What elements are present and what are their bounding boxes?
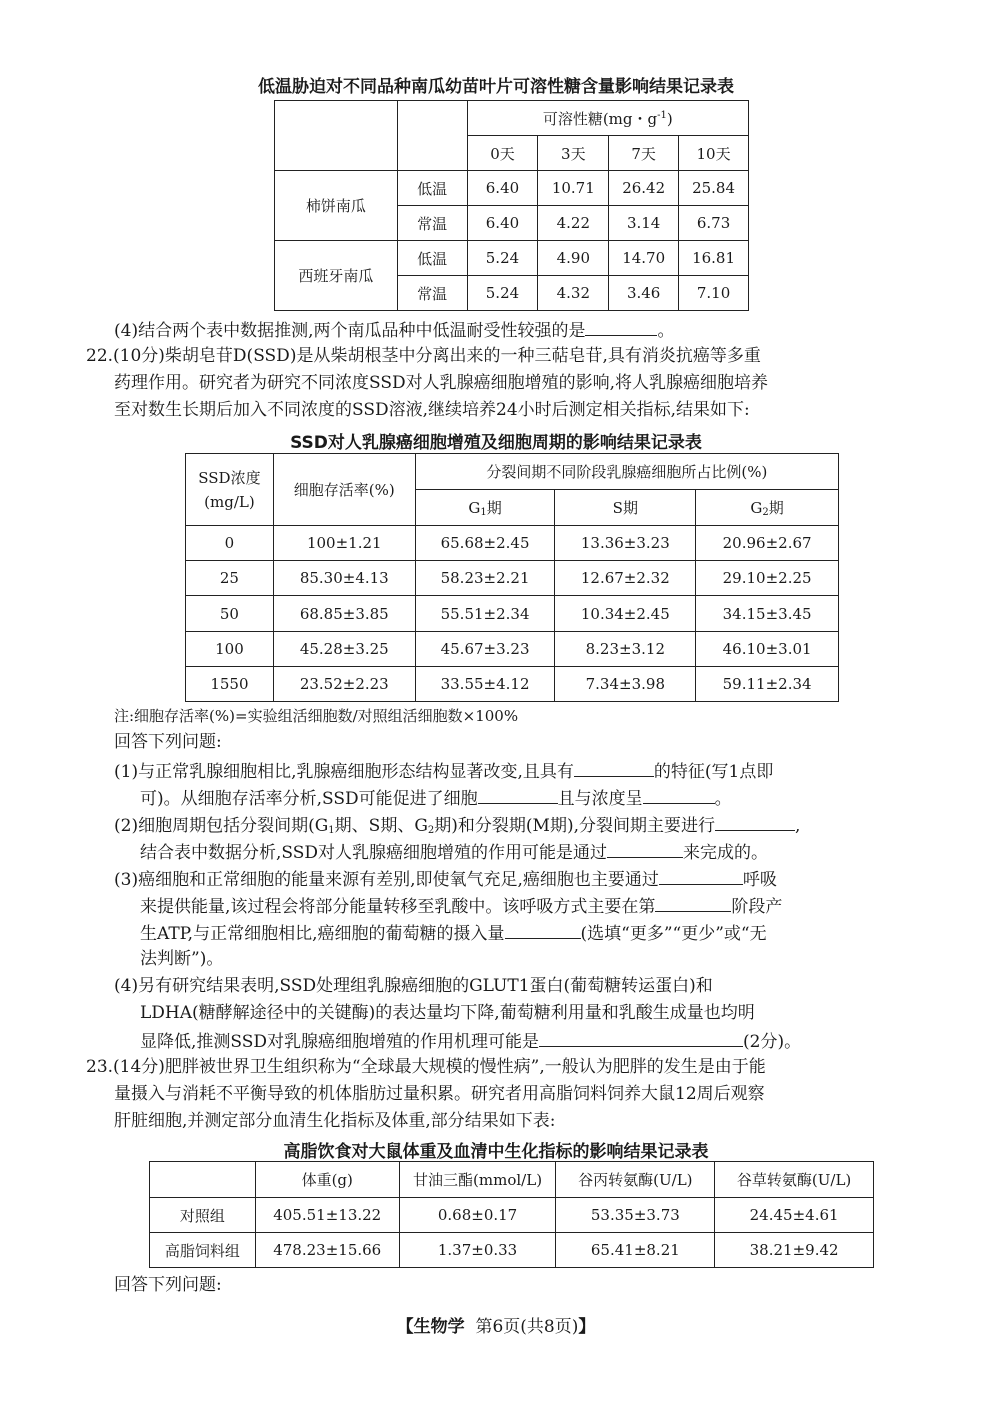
value-cell: 10.34±2.45 xyxy=(555,596,696,632)
value-cell: 1.37±0.33 xyxy=(399,1233,556,1268)
value-cell: 7.10 xyxy=(679,276,749,311)
q22-item4-cont: LDHA(糖酵解途径中的关键酶)的表达量均下降,葡萄糖利用量和乳酸生成量也均明 xyxy=(140,1003,755,1023)
table1 xyxy=(274,100,749,311)
table-row xyxy=(150,1233,874,1268)
value-cell: 12.67±2.32 xyxy=(555,561,696,596)
table3-header: 谷丙转氨酶(U/L) xyxy=(556,1162,715,1198)
value-cell: 478.23±15.66 xyxy=(255,1233,399,1268)
q22-item4: (4)另有研究结果表明,SSD处理组乳腺癌细胞的GLUT1蛋白(葡萄糖转运蛋白)和 xyxy=(114,976,713,996)
value-cell: 7.34±3.98 xyxy=(555,667,696,702)
value-cell: 38.21±9.42 xyxy=(715,1233,874,1268)
table-row xyxy=(186,596,839,632)
table2-note: 注:细胞存活率(%)=实验组活细胞数/对照组活细胞数×100% xyxy=(114,707,519,725)
table-row xyxy=(186,526,839,561)
condition-cell: 常温 xyxy=(397,206,467,241)
value-cell: 65.68±2.45 xyxy=(415,526,555,561)
page-footer: 【生物学 第6页(共8页)】 xyxy=(396,1317,596,1337)
value-cell: 10.71 xyxy=(538,171,609,206)
conc-cell: 1550 xyxy=(186,667,274,702)
answer-blank[interactable] xyxy=(643,785,715,804)
value-cell: 13.36±3.23 xyxy=(555,526,696,561)
condition-cell: 低温 xyxy=(397,171,467,206)
value-cell: 33.55±4.12 xyxy=(415,667,555,702)
variety-name: 柿饼南瓜 xyxy=(275,171,398,241)
table2 xyxy=(185,453,839,702)
value-cell: 65.41±8.21 xyxy=(556,1233,715,1268)
table1-day-header: 3天 xyxy=(538,136,609,171)
group-cell: 对照组 xyxy=(150,1198,256,1233)
table3-corner-cell xyxy=(150,1162,256,1198)
q22-item3-cont3: 法判断”)。 xyxy=(140,949,224,969)
q22-line2: 药理作用。研究者为研究不同浓度SSD对人乳腺癌细胞增殖的影响,将人乳腺癌细胞培养 xyxy=(114,373,769,393)
answer-blank[interactable] xyxy=(585,317,657,336)
value-cell: 14.70 xyxy=(609,241,679,276)
q23-line2: 量摄入与消耗不平衡导致的机体脂肪过量积累。研究者用高脂饲料饲养大鼠12周后观察 xyxy=(114,1084,765,1104)
answer-blank[interactable] xyxy=(607,839,683,858)
value-cell: 4.22 xyxy=(538,206,609,241)
table1-title: 低温胁迫对不同品种南瓜幼苗叶片可溶性糖含量影响结果记录表 xyxy=(258,77,734,97)
answer-blank[interactable] xyxy=(659,866,743,885)
table1-corner-cell xyxy=(397,101,467,171)
q22-item2: (2)细胞周期包括分裂间期($G_1$期、S期、$G_2$期)和分裂期(M期),分裂间期主要进行 , xyxy=(114,812,800,843)
q22-item3: (3)癌细胞和正常细胞的能量来源有差别,即使氧气充足,癌细胞也主要通过 呼吸 xyxy=(114,866,777,892)
table-row xyxy=(275,171,749,206)
table3-title: 高脂饮食对大鼠体重及血清中生化指标的影响结果记录表 xyxy=(283,1142,709,1162)
q22-item3-cont2: 生ATP,与正常细胞相比,癌细胞的葡萄糖的摄入量 (选填“更多”“更少”或“无 xyxy=(140,920,767,946)
table-row xyxy=(186,561,839,596)
table2-title: SSD对人乳腺癌细胞增殖及细胞周期的影响结果记录表 xyxy=(290,433,702,453)
answer-prompt-2: 回答下列问题: xyxy=(114,1275,222,1295)
q22-line1: 22.(10分)柴胡皂苷D(SSD)是从柴胡根茎中分离出来的一种三萜皂苷,具有消炎抗癌等多重 xyxy=(86,346,761,366)
value-cell: 26.42 xyxy=(609,171,679,206)
table-row xyxy=(150,1198,874,1233)
phase-s-header: S期 xyxy=(555,490,696,526)
table3-header: 甘油三酯(mmol/L) xyxy=(399,1162,556,1198)
phase-g1-header: $G_1$期 xyxy=(415,490,555,526)
value-cell: 68.85±3.85 xyxy=(273,596,415,632)
value-cell: 6.40 xyxy=(467,171,538,206)
value-cell: 0.68±0.17 xyxy=(399,1198,556,1233)
answer-prompt: 回答下列问题: xyxy=(114,732,222,752)
value-cell: 16.81 xyxy=(679,241,749,276)
q22-item4-cont2: 显降低,推测SSD对乳腺癌细胞增殖的作用机理可能是 (2分)。 xyxy=(140,1028,801,1054)
answer-blank[interactable] xyxy=(505,920,581,939)
value-cell: 46.10±3.01 xyxy=(696,632,839,667)
value-cell: 55.51±2.34 xyxy=(415,596,555,632)
value-cell: 59.11±2.34 xyxy=(696,667,839,702)
value-cell: 5.24 xyxy=(467,276,538,311)
value-cell: 100±1.21 xyxy=(273,526,415,561)
value-cell: 20.96±2.67 xyxy=(696,526,839,561)
value-cell: 58.23±2.21 xyxy=(415,561,555,596)
q23-line3: 肝脏细胞,并测定部分血清生化指标及体重,部分结果如下表: xyxy=(114,1111,556,1131)
value-cell: 8.23±3.12 xyxy=(555,632,696,667)
answer-blank[interactable] xyxy=(478,785,558,804)
survival-header: 细胞存活率(%) xyxy=(273,454,415,526)
answer-blank[interactable] xyxy=(574,758,654,777)
value-cell: 3.46 xyxy=(609,276,679,311)
table1-day-header: 7天 xyxy=(609,136,679,171)
value-cell: 25.84 xyxy=(679,171,749,206)
conc-cell: 50 xyxy=(186,596,274,632)
answer-blank[interactable] xyxy=(715,812,795,831)
q22-line3: 至对数生长期后加入不同浓度的SSD溶液,继续培养24小时后测定相关指标,结果如下: xyxy=(114,400,750,420)
value-cell: 29.10±2.25 xyxy=(696,561,839,596)
value-cell: 6.73 xyxy=(679,206,749,241)
condition-cell: 低温 xyxy=(397,241,467,276)
table-row xyxy=(275,241,749,276)
table1-group-header: 可溶性糖(mg・$g^{-1}$) xyxy=(467,101,748,136)
conc-cell: 0 xyxy=(186,526,274,561)
table3-header: 谷草转氨酶(U/L) xyxy=(715,1162,874,1198)
phase-g2-header: $G_2$期 xyxy=(696,490,839,526)
question-4: (4)结合两个表中数据推测,两个南瓜品种中低温耐受性较强的是 。 xyxy=(114,317,674,343)
value-cell: 4.90 xyxy=(538,241,609,276)
phase-group-header: 分裂间期不同阶段乳腺癌细胞所占比例(%) xyxy=(415,454,838,490)
q22-item1-cont: 可)。从细胞存活率分析,SSD可能促进了细胞 且与浓度呈 。 xyxy=(140,785,732,811)
condition-cell: 常温 xyxy=(397,276,467,311)
value-cell: 85.30±4.13 xyxy=(273,561,415,596)
q22-item3-cont: 来提供能量,该过程会将部分能量转移至乳酸中。该呼吸方式主要在第 阶段产 xyxy=(140,893,782,919)
table1-day-header: 10天 xyxy=(679,136,749,171)
value-cell: 3.14 xyxy=(609,206,679,241)
value-cell: 45.28±3.25 xyxy=(273,632,415,667)
value-cell: 34.15±3.45 xyxy=(696,596,839,632)
value-cell: 24.45±4.61 xyxy=(715,1198,874,1233)
table-row xyxy=(186,667,839,702)
value-cell: 5.24 xyxy=(467,241,538,276)
answer-blank[interactable] xyxy=(539,1028,743,1047)
table3-header: 体重(g) xyxy=(255,1162,399,1198)
value-cell: 6.40 xyxy=(467,206,538,241)
q22-item2-cont: 结合表中数据分析,SSD对人乳腺癌细胞增殖的作用可能是通过 来完成的。 xyxy=(140,839,768,865)
conc-cell: 100 xyxy=(186,632,274,667)
value-cell: 53.35±3.73 xyxy=(556,1198,715,1233)
table1-day-header: 0天 xyxy=(467,136,538,171)
group-cell: 高脂饲料组 xyxy=(150,1233,256,1268)
answer-blank[interactable] xyxy=(655,893,731,912)
value-cell: 23.52±2.23 xyxy=(273,667,415,702)
conc-header: SSD浓度 (mg/L) xyxy=(186,454,274,526)
table-row xyxy=(186,632,839,667)
value-cell: 405.51±13.22 xyxy=(255,1198,399,1233)
value-cell: 45.67±3.23 xyxy=(415,632,555,667)
table1-corner-cell xyxy=(275,101,398,171)
table3 xyxy=(149,1161,874,1268)
variety-name: 西班牙南瓜 xyxy=(275,241,398,311)
value-cell: 4.32 xyxy=(538,276,609,311)
q23-line1: 23.(14分)肥胖被世界卫生组织称为“全球最大规模的慢性病”,一般认为肥胖的发生是由于能 xyxy=(86,1057,766,1077)
conc-cell: 25 xyxy=(186,561,274,596)
q22-item1: (1)与正常乳腺细胞相比,乳腺癌细胞形态结构显著改变,且具有 的特征(写1点即 xyxy=(114,758,773,784)
